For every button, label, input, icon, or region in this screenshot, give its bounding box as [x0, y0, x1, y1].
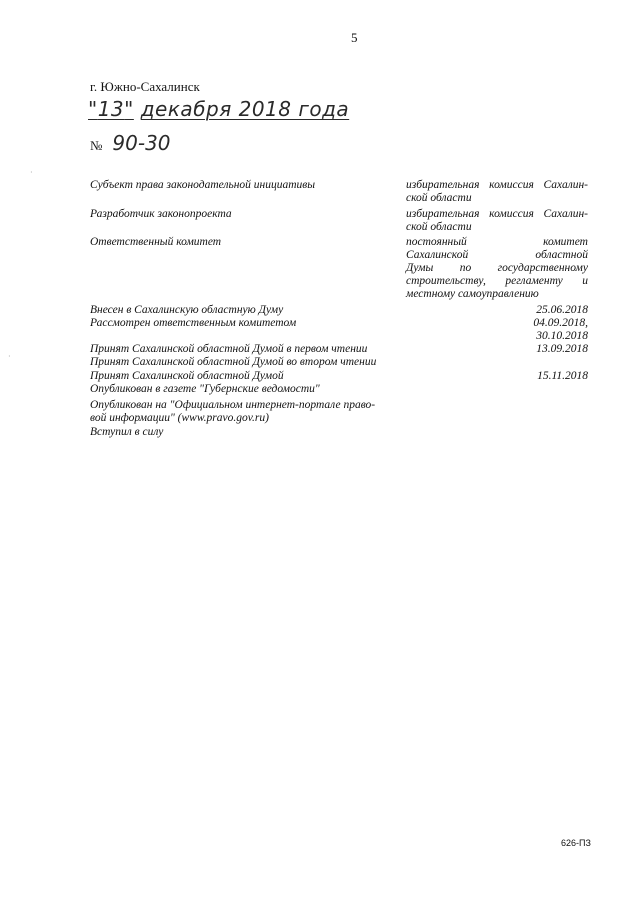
legislative-info	[90, 179, 590, 449]
city: г. Южно-Сахалинск	[90, 79, 200, 94]
reviewed-label: Рассмотрен ответственным комитетом	[90, 317, 297, 329]
law-number	[90, 131, 171, 155]
number-label: №	[90, 138, 103, 153]
published-portal-label: Опубликован на "Официальном интернет-портале право- вой информации" (www.pravo.gov.ru)	[90, 399, 376, 424]
date-month-year: декабря 2018 года	[140, 97, 350, 121]
second-reading-label: Принят Сахалинской областной Думой во втором чтении	[90, 356, 377, 368]
date-quote-close: "	[124, 97, 134, 121]
introduced-label: Внесен в Сахалинскую областную Думу	[90, 304, 284, 316]
developer-label: Разработчик законопроекта	[90, 208, 232, 220]
date-day: 13	[97, 97, 125, 121]
date-quote-open: "	[88, 97, 98, 121]
subject-label: Субъект права законодательной инициативы	[90, 179, 316, 191]
document-code: 626-ПЗ	[561, 838, 591, 848]
first-reading-label: Принят Сахалинской областной Думой в первом чтении	[90, 343, 368, 355]
developer-value: избирательная комиссия Сахалин- ской области	[406, 208, 588, 233]
adopted-date: 15.11.2018	[537, 370, 588, 382]
page-number: 5	[351, 30, 358, 45]
published-gazette-label: Опубликован в газете "Губернские ведомости"	[90, 383, 320, 395]
adopted-label: Принят Сахалинской областной Думой	[90, 370, 284, 382]
number-value: 90-30	[112, 131, 171, 155]
introduced-date: 25.06.2018	[536, 304, 588, 316]
subject-value: избирательная комиссия Сахалин- ской области	[406, 179, 588, 204]
committee-value: постоянный комитет Сахалинской областной Думы по государственному строительству, регламенту и местному самоуправлению	[406, 236, 588, 300]
scan-speck: ·	[30, 168, 33, 177]
scan-speck: ·	[8, 352, 11, 361]
committee-label: Ответственный комитет	[90, 236, 222, 248]
signing-date	[88, 97, 349, 121]
reviewed-dates: 04.09.2018, 30.10.2018	[533, 317, 588, 342]
entered-force-label: Вступил в силу	[90, 426, 164, 438]
first-reading-date: 13.09.2018	[536, 343, 588, 355]
